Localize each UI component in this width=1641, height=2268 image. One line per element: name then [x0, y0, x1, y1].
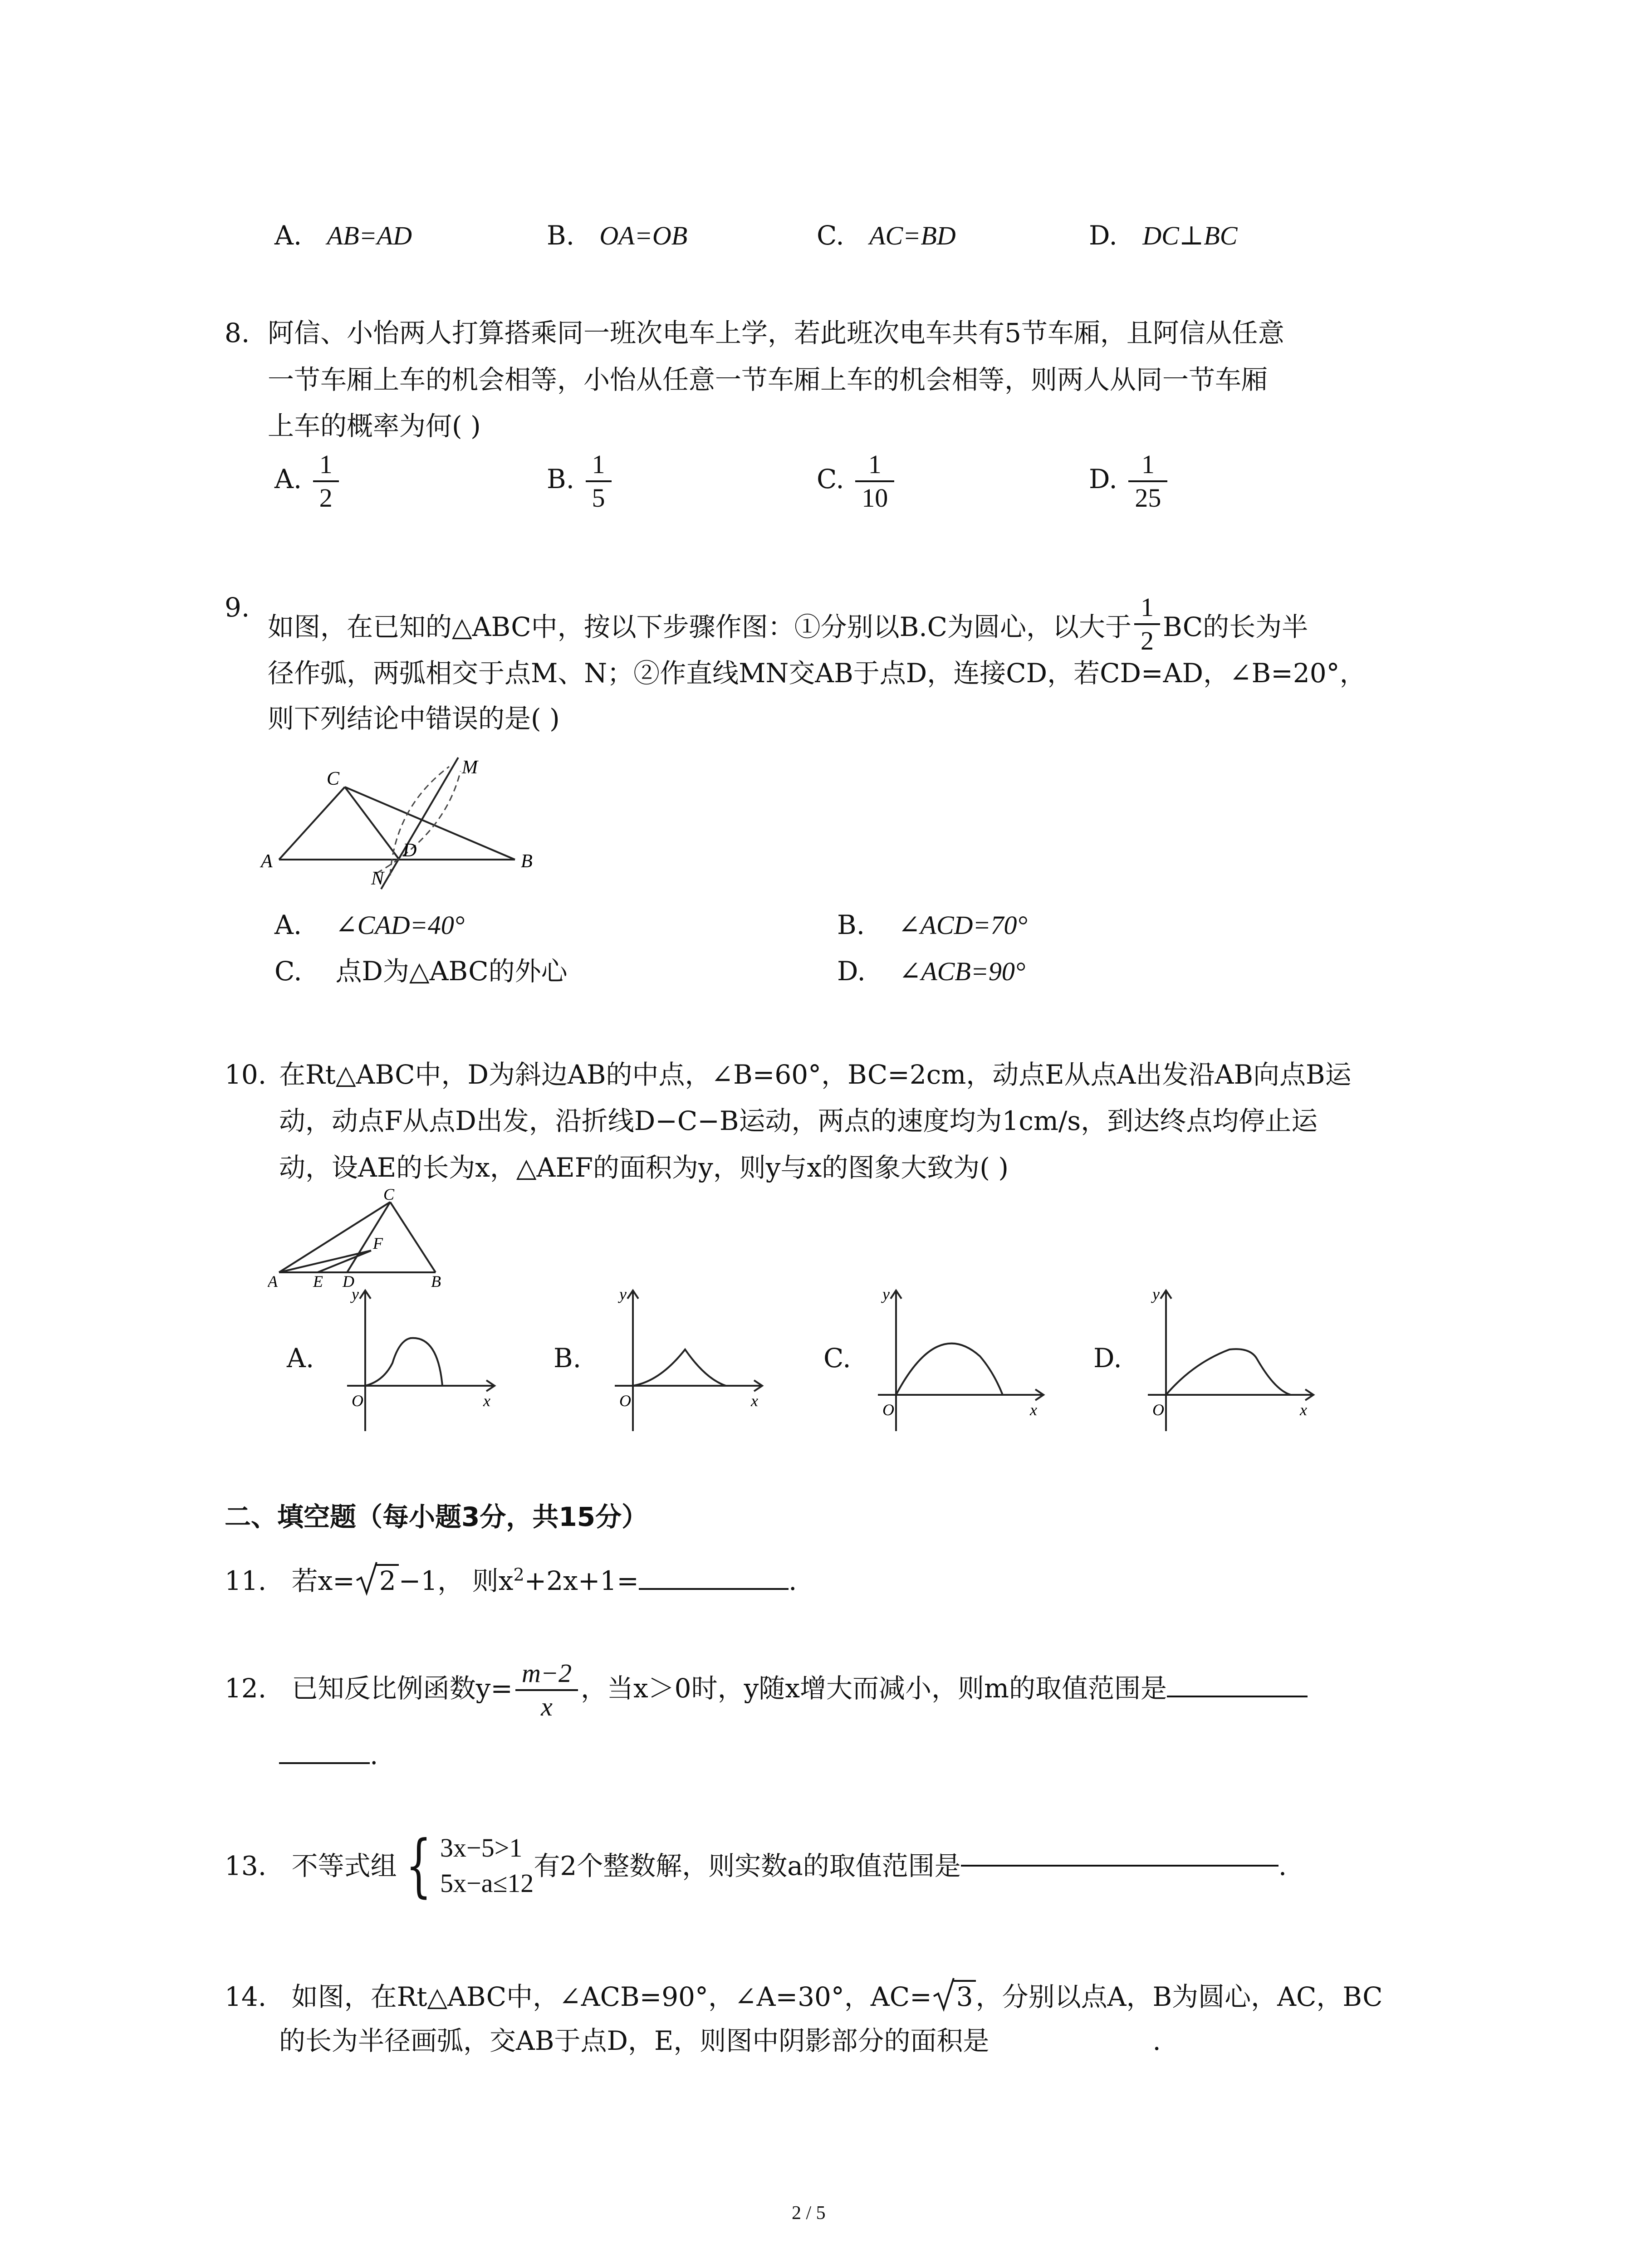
q8-option-c: [817, 451, 897, 511]
question-number: 11.: [225, 1565, 267, 1596]
axis-label-x: x: [483, 1392, 490, 1410]
q8-option-b: [547, 451, 614, 511]
section-heading: 二、填空题（每小题3分，共15分）: [225, 1501, 648, 1532]
question-14: 14. 如图，在Rt△ABC中，∠ACB=90°，∠A=30°，AC= 3 ，分别以点A，B为圆心，AC，BC: [225, 1980, 1383, 2010]
question-13: 13. 不等式组 { 3x−5>1 5x−a≤12 有2个整数解，则实数a的取值范围是 .: [225, 1826, 1287, 1906]
q9-option-b: [837, 909, 1028, 940]
option-text: OA=OB: [599, 221, 688, 250]
q10-option-c-letter: C.: [823, 1343, 851, 1374]
axis-label-origin: O: [1152, 1401, 1164, 1419]
question-number: 14.: [225, 1981, 267, 2012]
question-text-line: 则下列结论中错误的是( ): [268, 703, 560, 734]
q9-option-a: [274, 909, 465, 940]
question-text-line: 动，设AE的长为x，△AEF的面积为y，则y与x的图象大致为( ): [279, 1152, 1009, 1183]
fraction: $\frac{1}{2}$: [313, 451, 339, 511]
q14-line-2: 的长为半径画弧，交AB于点D，E，则图中阴影部分的面积是 .: [279, 2025, 1161, 2056]
q10-option-a-letter: A.: [287, 1343, 314, 1374]
option-letter: A.: [274, 909, 302, 940]
question-number: 13.: [225, 1850, 267, 1882]
question-text-line: 在Rt△ABC中，D为斜边AB的中点，∠B=60°，BC=2cm，动点E从点A出发沿AB向点B运: [279, 1059, 1352, 1090]
inequality-system: 3x−5>1 5x−a≤12: [440, 1833, 534, 1898]
q10-option-d-graph: [1139, 1281, 1329, 1440]
q7-option-d: [1089, 222, 1237, 249]
figure-label-a: A: [268, 1272, 278, 1290]
answer-blank[interactable]: [1167, 1696, 1308, 1697]
axis-label-y: y: [1152, 1285, 1160, 1303]
q9-triangle-figure: [259, 744, 554, 898]
option-letter: A.: [274, 464, 302, 495]
fraction: $\frac{1}{2}$: [1134, 594, 1160, 654]
answer-blank[interactable]: [639, 1588, 789, 1590]
figure-label-d: D: [403, 840, 417, 861]
page-number: 2 / 5: [792, 2203, 826, 2224]
fraction: $\frac{1}{5}$: [586, 451, 612, 511]
q7-option-a: [274, 222, 412, 249]
q10-option-a-graph: [338, 1281, 501, 1440]
axis-label-y: y: [352, 1285, 359, 1303]
answer-blank[interactable]: [279, 1762, 370, 1764]
axis-label-x: x: [1030, 1401, 1037, 1419]
q8-option-d: [1089, 451, 1170, 511]
q7-option-b: [547, 222, 687, 249]
question-number: 10.: [225, 1059, 267, 1090]
figure-label-d: D: [343, 1272, 354, 1290]
axis-label-x: x: [1300, 1401, 1307, 1419]
figure-label-n: N: [371, 868, 384, 889]
question-text-line: 径作弧，两弧相交于点M、N；②作直线MN交AB于点D，连接CD，若CD=AD，∠B=20°，: [268, 658, 1366, 689]
option-letter: B.: [547, 464, 575, 495]
option-text: DC⊥BC: [1142, 221, 1238, 250]
axis-label-origin: O: [619, 1392, 631, 1410]
axis-label-origin: O: [882, 1401, 894, 1419]
figure-label-b: B: [431, 1272, 441, 1290]
answer-blank[interactable]: [961, 1865, 1279, 1867]
fraction: $\frac{1}{25}$: [1128, 451, 1167, 511]
fraction: $\frac{1}{10}$: [855, 451, 894, 511]
figure-label-b: B: [521, 851, 533, 872]
option-letter: D.: [837, 956, 866, 987]
option-letter: D.: [1089, 464, 1117, 495]
square-root: 2: [355, 1564, 399, 1594]
option-letter: B.: [837, 909, 865, 940]
square-root: 3: [932, 1980, 976, 2010]
option-letter: B.: [547, 220, 575, 251]
question-text-line: 如图，在已知的△ABC中，按以下步骤作图：①分别以B.C为圆心，以大于 $\frac{1}{2}$ BC的长为半: [268, 592, 1308, 655]
option-letter: C.: [274, 956, 302, 987]
q10-option-b-letter: B.: [554, 1343, 582, 1374]
figure-label-f: F: [373, 1234, 383, 1252]
figure-label-e: E: [313, 1272, 323, 1290]
question-text-line: 上车的概率为何( ): [268, 411, 481, 441]
question-number: 12.: [225, 1673, 267, 1704]
option-letter: D.: [1089, 220, 1117, 251]
figure-label-c: C: [327, 768, 340, 789]
q10-triangle-figure: [268, 1186, 458, 1290]
axis-label-origin: O: [352, 1392, 363, 1410]
option-text: ∠CAD=40°: [335, 910, 465, 940]
q12-blank-continued: .: [279, 1742, 378, 1768]
q10-option-c-graph: [869, 1281, 1059, 1440]
question-text-line: 阿信、小怡两人打算搭乘同一班次电车上学，若此班次电车共有5节车厢，且阿信从任意: [268, 318, 1284, 348]
axis-label-y: y: [882, 1285, 890, 1303]
question-number: 8.: [225, 318, 250, 348]
q8-option-a: [274, 451, 342, 511]
question-12: 12. 已知反比例函数y= $\frac{m-2}{x}$ ，当x＞0时，y随x增大而减小，则m的取值范围是: [225, 1660, 1308, 1720]
q10-option-d-letter: D.: [1093, 1343, 1122, 1374]
axis-label-y: y: [619, 1285, 627, 1303]
axis-label-x: x: [751, 1392, 758, 1410]
option-text: 点D为△ABC的外心: [335, 956, 568, 987]
figure-label-m: M: [462, 757, 478, 778]
option-text: ∠ACB=90°: [899, 957, 1026, 986]
q9-option-d: [837, 958, 1025, 985]
option-letter: A.: [274, 220, 302, 251]
q9-option-c: [274, 956, 568, 987]
option-text: AC=BD: [869, 221, 956, 250]
figure-label-a: A: [261, 851, 273, 872]
question-11: 11. 若x= 2 −1， 则$x^2+2x+1=$ .: [225, 1564, 797, 1594]
option-text: ∠ACD=70°: [898, 910, 1028, 940]
option-letter: C.: [817, 220, 844, 251]
brace-icon: {: [405, 1826, 431, 1906]
question-text-line: 动，动点F从点D出发，沿折线D−C−B运动，两点的速度均为1cm/s，到达终点均停止运: [279, 1105, 1318, 1136]
q7-option-c: [817, 222, 956, 249]
question-number: 9.: [225, 592, 250, 623]
option-text: AB=AD: [327, 221, 412, 250]
fraction: $\frac{m-2}{x}$: [515, 1660, 578, 1720]
question-text-line: 一节车厢上车的机会相等，小怡从任意一节车厢上车的机会相等，则两人从同一节车厢: [268, 364, 1268, 395]
figure-label-c: C: [383, 1186, 395, 1203]
option-letter: C.: [817, 464, 844, 495]
q10-option-b-graph: [606, 1281, 769, 1440]
